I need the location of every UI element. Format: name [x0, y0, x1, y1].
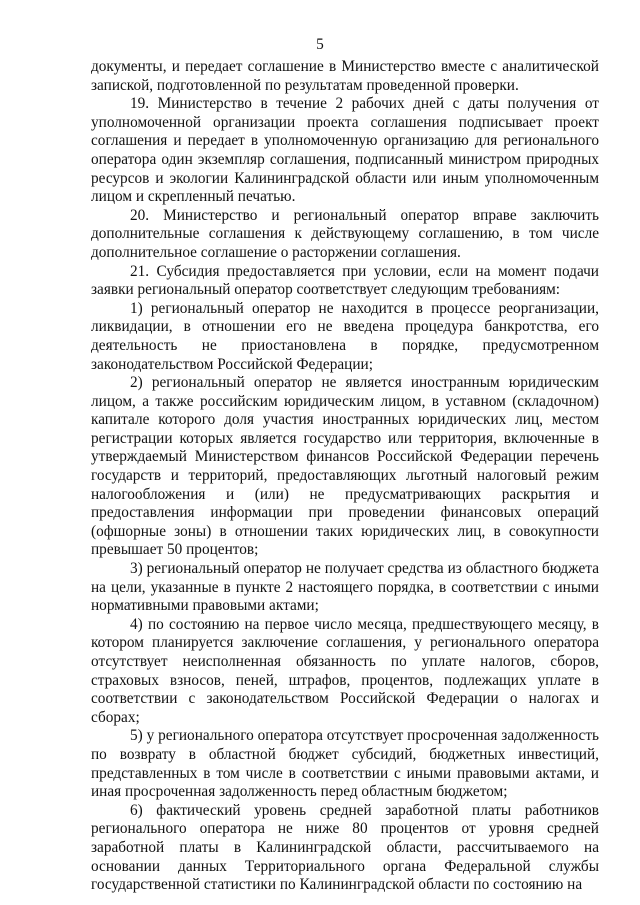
paragraph-continuation: документы, и передает соглашение в Министерство вместе с аналитической запиской, подготовленной по результатам проведенной проверки.	[91, 58, 599, 94]
requirement-2: 2) региональный оператор не является иностранным юридическим лицом, а также российским юридическим лицом, в уставном (складочном) капитале которого доля участия иностранных юридических лиц, местом регистрации которых является государство или территория, включенные в утверждаемый Министерством финансов Российской Федерации перечень государств и территорий, предоставляющих льготный налоговый режим налогообложения и (или) не предусматривающих раскрытия и предоставления информации при проведении финансовых операций (офшорные зоны) в отношении таких юридических лиц, в совокупности превышает 50 процентов;	[91, 374, 599, 559]
paragraph-21: 21. Субсидия предоставляется при условии, если на момент подачи заявки региональный оператор соответствует следующим требованиям:	[91, 262, 599, 299]
document-body	[91, 58, 599, 895]
page-number: 5	[316, 36, 324, 53]
paragraph-19: 19. Министерство в течение 2 рабочих дней с даты получения от уполномоченной организации проекта соглашения подписывает проект соглашения и передает в уполномоченную организацию для регионального оператора один экземпляр соглашения, подписанный министром природных ресурсов и экологии Калининградской области или иным уполномоченным лицом и скрепленный печатью.	[91, 95, 599, 206]
requirement-4: 4) по состоянию на первое число месяца, предшествующего месяцу, в котором планируется заключение соглашения, у регионального оператора отсутствует неисполненная обязанность по уплате налогов, сборов, страховых взносов, пеней, штрафов, процентов, подлежащих уплате в соответствии с законодательством Российской Федерации о налогах и сборах;	[91, 615, 599, 726]
requirement-6: 6) фактический уровень средней заработной платы работников регионального оператора не ниже 80 процентов от уровня средней заработной платы в Калининградской области, рассчитываемого на основании данных Территориального органа Федеральной службы государственной статистики по Калининградской области по состоянию на	[91, 801, 599, 894]
paragraph-20: 20. Министерство и региональный оператор вправе заключить дополнительные соглашения к действующему соглашению, в том числе дополнительное соглашение о расторжении соглашения.	[91, 206, 599, 261]
requirement-3: 3) региональный оператор не получает средства из областного бюджета на цели, указанные в пункте 2 настоящего порядка, в соответствии с иными нормативными правовыми актами;	[91, 560, 599, 615]
requirement-1: 1) региональный оператор не находится в процессе реорганизации, ликвидации, в отношении его не введена процедура банкротства, его деятельность не приостановлена в порядке, предусмотренном законодательством Российской Федерации;	[91, 299, 599, 373]
requirement-5: 5) у регионального оператора отсутствует просроченная задолженность по возврату в областной бюджет субсидий, бюджетных инвестиций, представленных в том числе в соответствии с иными правовыми актами, и иная просроченная задолженность перед областным бюджетом;	[91, 727, 599, 801]
